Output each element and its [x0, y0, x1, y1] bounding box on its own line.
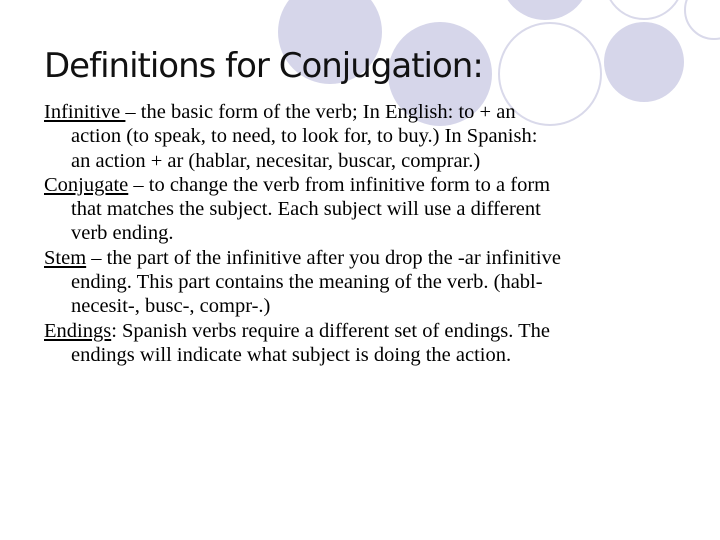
- definition-continuation: endings will indicate what subject is doing the action.: [71, 343, 512, 366]
- definition-infinitive: [44, 100, 694, 173]
- term-stem: Stem: [44, 246, 87, 269]
- definition-first-line: [44, 100, 694, 124]
- slide-title: Definitions for Conjugation:: [44, 46, 483, 86]
- decorative-circle-5: [604, 22, 684, 102]
- definition-text: : Spanish verbs require a different set of endings. The: [111, 319, 550, 342]
- definition-first-line: [44, 173, 694, 197]
- definition-continuation: an action + ar (hablar, necesitar, buscar, comprar.): [71, 149, 481, 172]
- definition-stem: [44, 246, 694, 319]
- definition-continuation: that matches the subject. Each subject will use a different: [71, 198, 541, 221]
- decorative-circle-4: [500, 0, 590, 20]
- definition-continuation: necesit-, busc-, compr-.): [71, 295, 271, 318]
- definitions-list: [44, 100, 694, 367]
- term-conjugate: Conjugate: [44, 173, 129, 196]
- definition-first-line: [44, 319, 694, 343]
- definition-first-line: [44, 246, 694, 270]
- definition-endings: [44, 319, 694, 368]
- definition-continuation: ending. This part contains the meaning of the verb. (habl-: [71, 271, 543, 294]
- term-endings: Endings: [44, 319, 112, 342]
- decorative-circle-7: [684, 0, 720, 40]
- decorative-circle-6: [604, 0, 684, 20]
- definition-continuation: action (to speak, to need, to look for, to buy.) In Spanish:: [71, 125, 538, 148]
- definition-text: – to change the verb from infinitive form to a form: [128, 173, 551, 196]
- definition-text: – the basic form of the verb; In English: to + an: [125, 101, 516, 123]
- definition-conjugate: [44, 173, 694, 246]
- term-infinitive: Infinitive: [44, 101, 126, 123]
- definition-continuation: verb ending.: [71, 222, 174, 245]
- definition-text: – the part of the infinitive after you drop the -ar infinitive: [86, 246, 561, 269]
